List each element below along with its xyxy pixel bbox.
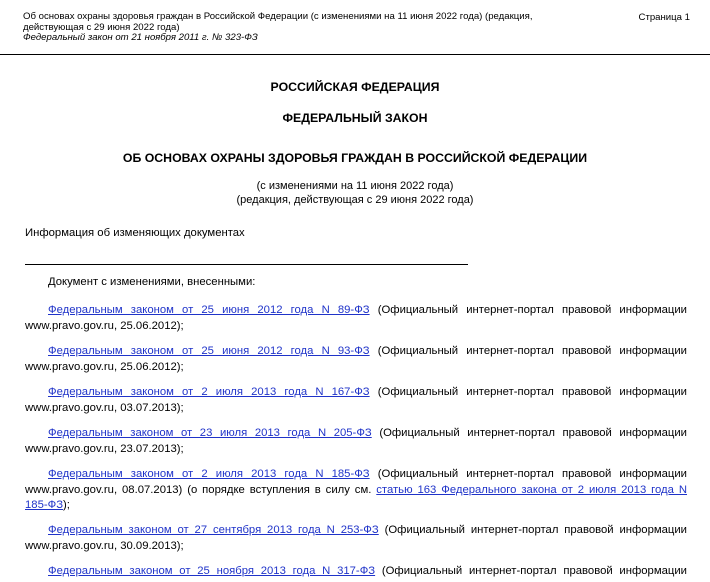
amendment-date: www.pravo.gov.ru, 23.07.2013); bbox=[25, 442, 184, 455]
amendment-item bbox=[25, 523, 687, 554]
amendment-item bbox=[25, 303, 687, 334]
amendment-link[interactable]: Федеральным законом от 2 июля 2013 года N 167-ФЗ bbox=[48, 386, 370, 398]
amendment-link[interactable]: Федеральным законом от 2 июля 2013 года N 185-ФЗ bbox=[48, 468, 370, 480]
amendment-item bbox=[25, 426, 687, 457]
header-subtitle: Федеральный закон от 21 ноября 2011 г. № 323-ФЗ bbox=[23, 32, 258, 43]
amendment-source: (Официальный интернет-портал правовой информации bbox=[369, 304, 687, 316]
page-number: Страница 1 bbox=[638, 12, 690, 23]
article-link-part2[interactable]: 185-ФЗ bbox=[25, 499, 64, 511]
amendment-source: (Официальный интернет-портал правовой информации bbox=[378, 524, 687, 536]
article-link-part1[interactable]: статью 163 Федерального закона от 2 июля 2013 года N bbox=[376, 483, 688, 496]
info-heading: Информация об изменяющих документах bbox=[25, 227, 245, 239]
document-header bbox=[23, 12, 583, 44]
amendment-link[interactable]: Федеральным законом от 25 июня 2012 года N 93-ФЗ bbox=[48, 345, 370, 357]
changes-note: (с изменениями на 11 июня 2022 года) bbox=[256, 180, 454, 192]
header-title: Об основах охраны здоровья граждан в Российской Федерации (с изменениями на 11 июня 2022 года) (редакция, действующая с 29 июня 2022 года) bbox=[23, 11, 533, 33]
amendment-source: (Официальный интернет-портал правовой информации bbox=[369, 386, 687, 398]
amendment-item bbox=[25, 344, 687, 375]
edition-note: (редакция, действующая с 29 июня 2022 года) bbox=[236, 194, 474, 206]
amendment-item bbox=[25, 385, 687, 416]
amendment-source: (Официальный интернет-портал правовой информации bbox=[369, 345, 687, 357]
amendment-date: www.pravo.gov.ru, 03.07.2013); bbox=[25, 401, 184, 414]
amendment-source: (Официальный интернет-портал правовой информации bbox=[371, 427, 687, 439]
section-rule bbox=[25, 264, 468, 265]
amendment-link[interactable]: Федеральным законом от 25 ноября 2013 года N 317-ФЗ bbox=[48, 565, 376, 577]
amendment-date: www.pravo.gov.ru, 30.09.2013); bbox=[25, 539, 184, 552]
header-divider bbox=[0, 54, 710, 55]
country-heading: РОССИЙСКАЯ ФЕДЕРАЦИЯ bbox=[270, 80, 440, 94]
amendment-item bbox=[25, 467, 687, 514]
amendment-link[interactable]: Федеральным законом от 27 сентября 2013 года N 253-ФЗ bbox=[48, 524, 379, 536]
amendments-intro: Документ с изменениями, внесенными: bbox=[48, 276, 256, 288]
amendment-date: www.pravo.gov.ru, 25.06.2012); bbox=[25, 360, 184, 373]
amendment-close: ); bbox=[63, 499, 70, 511]
amendment-item bbox=[25, 564, 687, 580]
law-title: ОБ ОСНОВАХ ОХРАНЫ ЗДОРОВЬЯ ГРАЖДАН В РОССИЙСКОЙ ФЕДЕРАЦИИ bbox=[122, 151, 588, 165]
amendment-source: (Официальный интернет-портал правовой информации bbox=[369, 468, 687, 480]
amendment-date: www.pravo.gov.ru, 25.06.2012); bbox=[25, 319, 184, 332]
amendment-link[interactable]: Федеральным законом от 23 июля 2013 года N 205-ФЗ bbox=[48, 427, 372, 439]
amendment-link[interactable]: Федеральным законом от 25 июня 2012 года N 89-ФЗ bbox=[48, 304, 370, 316]
law-type-heading: ФЕДЕРАЛЬНЫЙ ЗАКОН bbox=[282, 111, 428, 125]
amendment-date: www.pravo.gov.ru, 08.07.2013) (о порядке вступления в силу см. bbox=[25, 483, 377, 496]
amendment-source: (Официальный интернет-портал правовой информации bbox=[375, 565, 687, 577]
